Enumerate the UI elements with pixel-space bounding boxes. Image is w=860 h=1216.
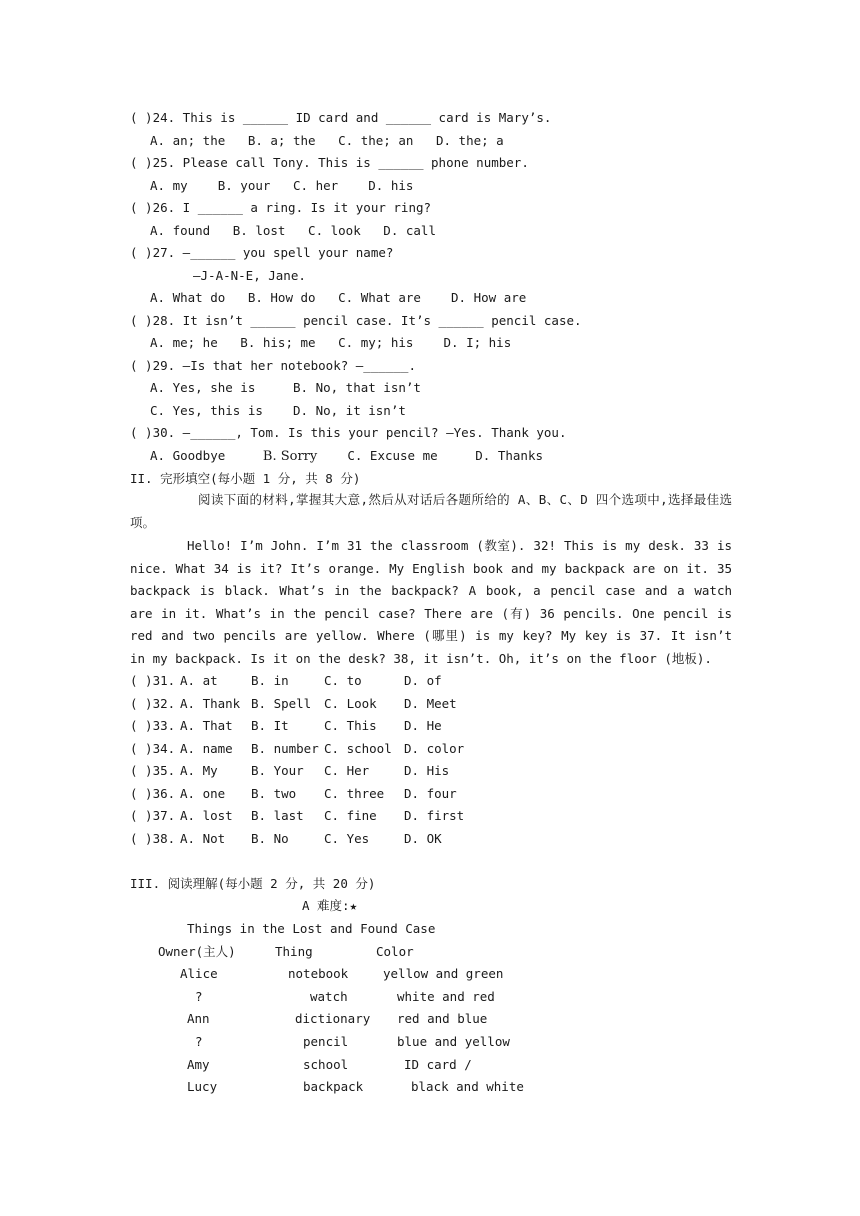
option-b: B. last bbox=[251, 808, 304, 823]
color-cell: blue and yellow bbox=[397, 1034, 510, 1049]
question-28: ( )28. It isn’t ______ pencil case. It’s ______ pencil case. bbox=[130, 313, 582, 328]
option-d: D. color bbox=[404, 741, 465, 756]
thing-cell: backpack bbox=[303, 1079, 364, 1094]
option-c: C. three bbox=[324, 786, 385, 801]
option-d: D. OK bbox=[404, 831, 442, 846]
section-2-instruction: 阅读下面的材料,掌握其大意,然后从对话后各题所给的 A、B、C、D 四个选项中,选择最佳选项。 bbox=[130, 492, 732, 530]
thing-cell: school bbox=[303, 1057, 349, 1072]
option-b: B. two bbox=[251, 786, 297, 801]
option-a: A. Thank bbox=[180, 696, 241, 711]
option-a: A. That bbox=[180, 718, 233, 733]
option-c: C. This bbox=[324, 718, 377, 733]
owner-cell: ? bbox=[195, 989, 203, 1004]
question-30-options bbox=[150, 448, 543, 465]
option-b: B. Sorry bbox=[262, 449, 318, 464]
option-c: C. school bbox=[324, 741, 392, 756]
option-b: B. Spell bbox=[251, 696, 312, 711]
item-number: ( )31. bbox=[130, 673, 176, 688]
option-c: C. fine bbox=[324, 808, 377, 823]
header-owner: Owner(主人) bbox=[158, 944, 236, 959]
cloze-item bbox=[130, 673, 175, 689]
section-3-title: III. 阅读理解(每小题 2 分, 共 20 分) bbox=[130, 876, 376, 891]
section-2-passage: Hello! I’m John. I’m 31 the classroom (教室). 32! This is my desk. 33 is nice. What 34 is it? It’s orange. My English book and my backpack are on it. 35 backpack is black. What’s in the backpack? A book, a pencil case and a watch are in it. What’s in the pencil case? There are (有) 36 pencils. One pencil is red and two pencils are yellow. Where (哪里) is my key? My key is 37. It isn’t in my backpack. Is it on the desk? 38, it isn’t. Oh, it’s on the floor (地板). bbox=[130, 538, 732, 666]
header-thing: Thing bbox=[275, 944, 313, 959]
item-number: ( )34. bbox=[130, 741, 176, 756]
thing-cell: pencil bbox=[303, 1034, 349, 1049]
question-25-options: A. my B. your C. her D. his bbox=[150, 178, 414, 193]
option-c-d: C. Excuse me D. Thanks bbox=[347, 448, 544, 463]
color-cell: yellow and green bbox=[383, 966, 504, 981]
thing-cell: watch bbox=[310, 989, 348, 1004]
difficulty-label: A 难度:★ bbox=[302, 898, 358, 913]
item-number: ( )37. bbox=[130, 808, 176, 823]
option-a: A. name bbox=[180, 741, 233, 756]
option-a: A. one bbox=[180, 786, 226, 801]
owner-cell: Amy bbox=[187, 1057, 210, 1072]
item-number: ( )32. bbox=[130, 696, 176, 711]
owner-cell: ? bbox=[195, 1034, 203, 1049]
table-title: Things in the Lost and Found Case bbox=[187, 921, 436, 936]
color-cell: black and white bbox=[411, 1079, 524, 1094]
item-number: ( )38. bbox=[130, 831, 176, 846]
question-27-options: A. What do B. How do C. What are D. How are bbox=[150, 290, 527, 305]
question-25: ( )25. Please call Tony. This is ______ phone number. bbox=[130, 155, 529, 170]
question-29-options-2: C. Yes, this is D. No, it isn’t bbox=[150, 403, 406, 418]
option-c: C. to bbox=[324, 673, 362, 688]
option-d: D. Meet bbox=[404, 696, 457, 711]
color-cell: red and blue bbox=[397, 1011, 488, 1026]
question-24-options: A. an; the B. a; the C. the; an D. the; a bbox=[150, 133, 504, 148]
option-c: C. Look bbox=[324, 696, 377, 711]
section-2-title: II. 完形填空(每小题 1 分, 共 8 分) bbox=[130, 471, 361, 486]
option-d: D. of bbox=[404, 673, 442, 688]
option-a: A. Not bbox=[180, 831, 226, 846]
option-c: C. Yes bbox=[324, 831, 370, 846]
header-color: Color bbox=[376, 944, 414, 959]
question-28-options: A. me; he B. his; me C. my; his D. I; his bbox=[150, 335, 512, 350]
color-cell: white and red bbox=[397, 989, 495, 1004]
question-27-answer: —J-A-N-E, Jane. bbox=[193, 268, 306, 283]
option-d: D. His bbox=[404, 763, 450, 778]
option-a: A. Goodbye bbox=[150, 448, 226, 463]
item-number: ( )35. bbox=[130, 763, 176, 778]
item-number: ( )33. bbox=[130, 718, 176, 733]
option-b: B. Your bbox=[251, 763, 304, 778]
thing-cell: notebook bbox=[288, 966, 349, 981]
question-29: ( )29. —Is that her notebook? —______. bbox=[130, 358, 416, 373]
option-b: B. in bbox=[251, 673, 289, 688]
option-d: D. four bbox=[404, 786, 457, 801]
question-26: ( )26. I ______ a ring. Is it your ring? bbox=[130, 200, 432, 215]
option-a: A. at bbox=[180, 673, 218, 688]
question-29-options: A. Yes, she is B. No, that isn’t bbox=[150, 380, 421, 395]
owner-cell: Alice bbox=[180, 966, 218, 981]
option-b: B. It bbox=[251, 718, 289, 733]
option-b: B. No bbox=[251, 831, 289, 846]
option-a: A. My bbox=[180, 763, 218, 778]
owner-cell: Ann bbox=[187, 1011, 210, 1026]
question-24: ( )24. This is ______ ID card and ______ card is Mary’s. bbox=[130, 110, 552, 125]
color-cell: ID card / bbox=[404, 1057, 472, 1072]
item-number: ( )36. bbox=[130, 786, 176, 801]
owner-cell: Lucy bbox=[187, 1079, 218, 1094]
option-d: D. He bbox=[404, 718, 442, 733]
option-c: C. Her bbox=[324, 763, 370, 778]
question-27: ( )27. —______ you spell your name? bbox=[130, 245, 394, 260]
thing-cell: dictionary bbox=[295, 1011, 371, 1026]
question-26-options: A. found B. lost C. look D. call bbox=[150, 223, 436, 238]
option-d: D. first bbox=[404, 808, 465, 823]
question-30: ( )30. —______, Tom. Is this your pencil? —Yes. Thank you. bbox=[130, 425, 567, 440]
option-b: B. number bbox=[251, 741, 319, 756]
option-a: A. lost bbox=[180, 808, 233, 823]
